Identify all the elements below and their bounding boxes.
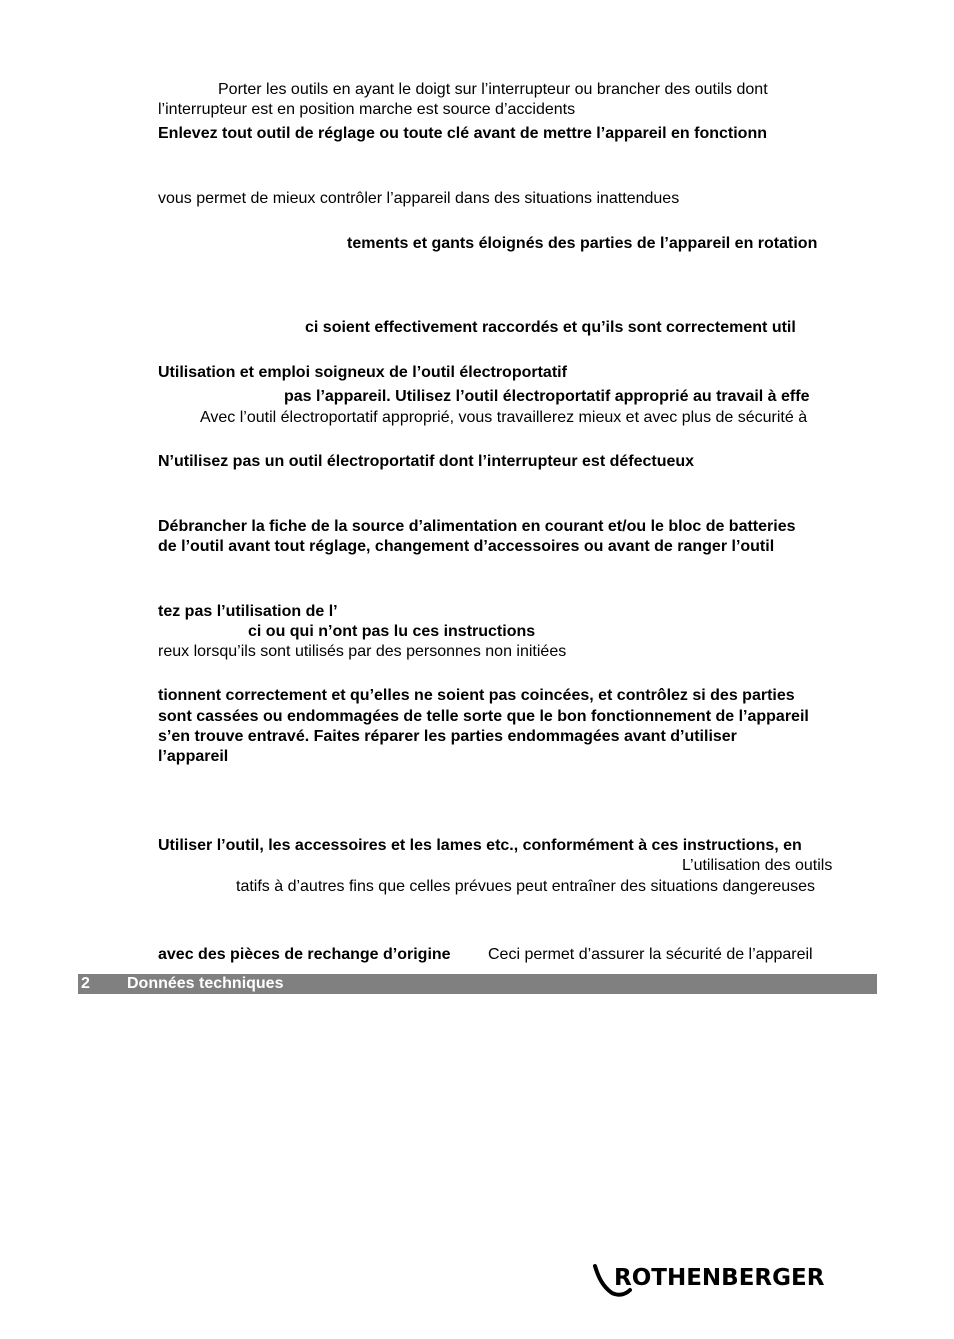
section-number: 2 bbox=[81, 975, 90, 992]
text-line: Avec l’outil électroportatif approprié, vous travaillerez mieux et avec plus de sécurité à bbox=[200, 409, 808, 426]
bold-text-line: tez pas l’utilisation de l’ bbox=[158, 603, 338, 620]
brand-name: ROTHENBERGER bbox=[614, 1265, 825, 1291]
bold-text-line: l’appareil bbox=[158, 748, 229, 765]
bold-text-line: tionnent correctement et qu’elles ne soient pas coincées, et contrôlez si des parties bbox=[158, 687, 795, 704]
bold-text-line: pas l’appareil. Utilisez l’outil électroportatif approprié au travail à effe bbox=[284, 388, 810, 405]
bold-text-line: Enlevez tout outil de réglage ou toute clé avant de mettre l’appareil en fonctionn bbox=[158, 125, 767, 142]
brand-logo bbox=[592, 1262, 832, 1298]
text-line: Ceci permet d’assurer la sécurité de l’appareil bbox=[488, 946, 813, 963]
bold-text-line: Utiliser l’outil, les accessoires et les lames etc., conformément à ces instructions, en bbox=[158, 837, 802, 854]
text-line: Porter les outils en ayant le doigt sur l’interrupteur ou brancher des outils dont bbox=[218, 81, 768, 98]
text-line: L’utilisation des outils bbox=[682, 857, 833, 874]
text-line: reux lorsqu’ils sont utilisés par des personnes non initiées bbox=[158, 643, 567, 660]
bold-text-line: sont cassées ou endommagées de telle sorte que le bon fonctionnement de l’appareil bbox=[158, 708, 809, 725]
bold-text-line: avec des pièces de rechange d’origine bbox=[158, 946, 451, 963]
bold-text-line: tements et gants éloignés des parties de l’appareil en rotation bbox=[347, 235, 818, 252]
text-line: tatifs à d’autres fins que celles prévues peut entraîner des situations dangereuses bbox=[236, 878, 816, 895]
bold-text-line: N’utilisez pas un outil électroportatif dont l’interrupteur est défectueux bbox=[158, 453, 695, 470]
bold-text-line: Débrancher la fiche de la source d’alimentation en courant et/ou le bloc de batteries bbox=[158, 518, 796, 535]
section-header-bar bbox=[78, 974, 877, 994]
text-line: l’interrupteur est en position marche est source d’accidents bbox=[158, 101, 576, 118]
section-title: Données techniques bbox=[127, 975, 284, 992]
text-line: vous permet de mieux contrôler l’appareil dans des situations inattendues bbox=[158, 190, 680, 207]
bold-text-line: s’en trouve entravé. Faites réparer les parties endommagées avant d’utiliser bbox=[158, 728, 737, 745]
bold-text-line: ci ou qui n’ont pas lu ces instructions bbox=[248, 623, 536, 640]
bold-text-line: de l’outil avant tout réglage, changement d’accessoires ou avant de ranger l’outil bbox=[158, 538, 775, 555]
subsection-heading: Utilisation et emploi soigneux de l’outil électroportatif bbox=[158, 364, 567, 381]
bold-text-line: ci soient effectivement raccordés et qu’ils sont correctement util bbox=[305, 319, 796, 336]
